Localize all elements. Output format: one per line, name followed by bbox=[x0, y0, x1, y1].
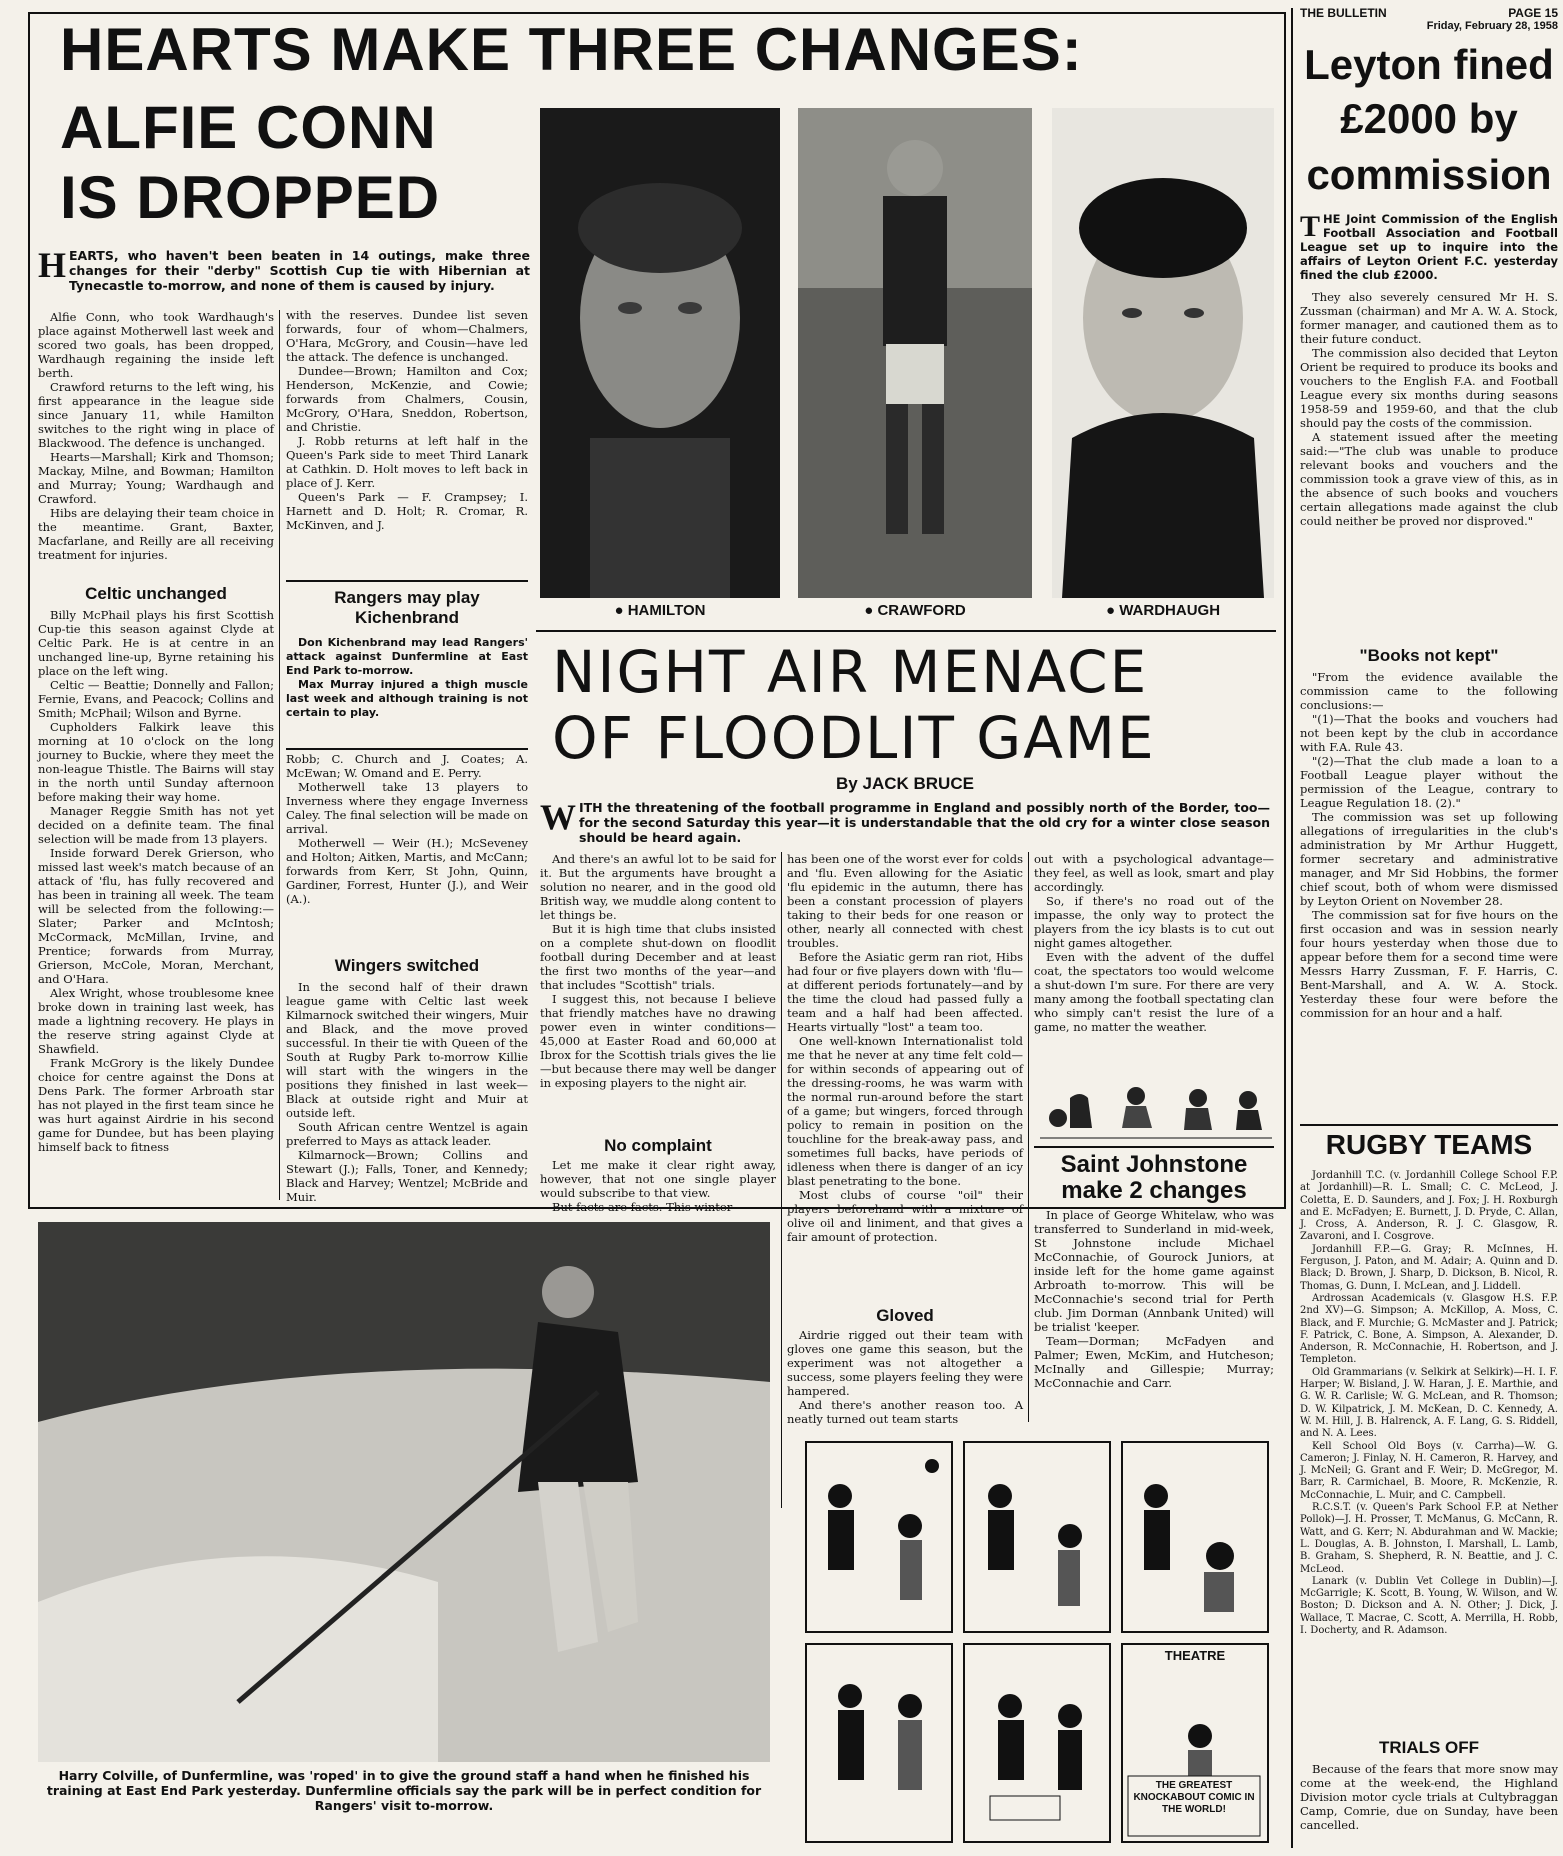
trials-subhead-wrap bbox=[1300, 1736, 1558, 1760]
leyton-text bbox=[1300, 290, 1558, 644]
leyton-text-2 bbox=[1300, 670, 1558, 1118]
night-air-lede-text: ITH the threatening of the football programme in England and possibly north of the Border, too—for the second Saturday this year—it is understandable that the old cry for a winter close season should be heard again. bbox=[579, 800, 1270, 845]
night-air-headline-2: OF FLOODLIT GAME bbox=[552, 704, 1156, 772]
paragraph: Crawford returns to the left wing, his first appearance in the league side since January 11, while Hamilton switches to the right wing in place of Blackwood. The defence is unchanged. bbox=[38, 380, 274, 450]
paragraph: The commission also decided that Leyton Orient be required to produce its books and vouchers to the English F.A. and Football League every six months during seasons 1958-59 and 1959-60, and that the club should pay the costs of the commission. bbox=[1300, 346, 1558, 430]
footballers-icon bbox=[1040, 1078, 1272, 1144]
paragraph: And there's another reason too. A neatly turned out team starts bbox=[787, 1398, 1023, 1426]
paragraph: Billy McPhail plays his first Scottish Cup-tie this season against Clyde at Celtic Park. He is at centre in an unchanged line-up, Byrne retaining his place on the left wing. bbox=[38, 608, 274, 678]
paragraph: Because of the fears that more snow may come at the week-end, the Highland Division motor cycle trials at Cultybraggan Camp, Comrie, due on Sunday, have been cancelled. bbox=[1300, 1762, 1558, 1832]
groundsman-image bbox=[38, 1222, 770, 1762]
paragraph: In place of George Whitelaw, who was transferred to Sunderland in mid-week, St Johnstone include Michael McConnachie, of Gourock Juniors, at inside left for the home game against Arbroath to-morrow. This will be McConnachie's second trial for Perth club. Jim Dorman (Annbank United) will be trialist 'keeper. bbox=[1034, 1208, 1274, 1335]
colville-caption: Harry Colville, of Dunfermline, was 'roped' in to give the ground staff a hand when he finished his training at East End Park yesterday. Dunfermline officials say the park will be in perfect condition for Rangers' visit to-morrow. bbox=[46, 1768, 762, 1813]
paragraph: Team—Dorman; McFadyen and Palmer; Ewen, McKim, and Hutcheson; McInally and Gillespie; Murray; McConnachie and Carr. bbox=[1034, 1334, 1274, 1391]
colville-photo bbox=[38, 1222, 770, 1762]
paragraph: I suggest this, not because I believe that friendly matches have no drawing power even in winter conditions—45,000 at Easter Road and 60,000 at Ibrox for the Scottish trials gives the lie—but because there may well be danger in exposing players to the night air. bbox=[540, 992, 776, 1090]
leyton-drop-cap: T bbox=[1300, 210, 1321, 243]
hamilton-photo bbox=[540, 108, 780, 598]
hearts-lede bbox=[38, 245, 530, 293]
paragraph: Queen's Park — F. Crampsey; I. Harnett and D. Holt; R. Cromar, R. McKinven, and J. bbox=[286, 490, 528, 532]
hearts-col2b bbox=[286, 752, 528, 952]
paragraph: Kilmarnock—Brown; Collins and Stewart (J.); Falls, Toner, and Kennedy; Black and Harvey; Wentzel; McBride and Muir. bbox=[286, 1148, 528, 1204]
paragraph: In the second half of their drawn league game with Celtic last week Kilmarnock switched their wingers, Muir and Black, and the move proved successful. In their tie with Queen of the South at Rugby Park to-morrow Killie will start with the wingers in the positions they finished in last week—Black at outside right and Muir at outside left. bbox=[286, 980, 528, 1120]
paragraph: Even with the advent of the duffel coat, the spectators too would welcome a shut-down I'm sure. For there are very many among the football spectating clan who simply can't resist the lure of a game, no matter the weather. bbox=[1034, 950, 1274, 1034]
section-rule bbox=[1300, 1124, 1558, 1126]
paragraph: Most clubs of course "oil" their players beforehand with a mixture of olive oil and liniment, and that gives a fair amount of protection. bbox=[787, 1188, 1023, 1244]
paragraph: Kell School Old Boys (v. Carrha)—W. G. Cameron; J. Finlay, N. H. Cameron, R. Harvey, and J. McNeil; G. Grant and F. Weir; D. McGregor, M. Barr, R. Carmichael, B. Moore, R. McKenzie, R. McConnachie, L. Muir, and C. Campbell. bbox=[1300, 1440, 1558, 1501]
paragraph: "(2)—That the club made a loan to a Football League player without the permission of the League, contrary to League Regulation 18. (2)." bbox=[1300, 754, 1558, 810]
paragraph: But facts are facts. This winter bbox=[552, 1200, 733, 1214]
issue-date: Friday, February 28, 1958 bbox=[1426, 20, 1558, 32]
paragraph: J. Robb returns at left half in the Queen's Park side to meet Third Lanark at Cathkin. D. Holt moves to left back in place of J. Kerr. bbox=[286, 434, 528, 490]
column-rule bbox=[279, 310, 280, 1200]
paragraph: out with a psychological advantage—they feel, as well as look, smart and play accordingly. bbox=[1034, 852, 1274, 894]
rugby-headline: RUGBY TEAMS bbox=[1325, 1129, 1533, 1160]
section-rule bbox=[536, 630, 1276, 632]
paragraph: Alex Wright, whose troublesome knee broke down in training last week, has made a lightning recovery. He plays in the reserve string against Clyde at Shawfield. bbox=[38, 986, 274, 1056]
column-rule bbox=[1028, 852, 1029, 1422]
celtic-text bbox=[38, 608, 274, 1198]
hearts-col1 bbox=[38, 310, 274, 576]
leyton-lede bbox=[1300, 212, 1558, 282]
celtic-subhead-wrap bbox=[38, 578, 274, 608]
paragraph: Dundee—Brown; Hamilton and Cox; Henderson, McKenzie, and Cowie; forwards from Chalmers, Cousin, McGrory, O'Hara, Sneddon, Robertson, and Christie. bbox=[286, 364, 528, 434]
portrait-image bbox=[540, 108, 780, 598]
paragraph: Don Kichenbrand may lead Rangers' attack against Dunfermline at East End Park to-morrow. bbox=[286, 636, 528, 677]
paragraph: Celtic — Beattie; Donnelly and Fallon; Fernie, Evans, and Peacock; Collins and Smith; McPhail; Wilson and Byrne. bbox=[38, 678, 274, 720]
no-complaint-wrap bbox=[540, 1130, 776, 1160]
hearts-lede-text: EARTS, who haven't been beaten in 14 outings, make three changes for their "derby" Scottish Cup tie with Hibernian at Tynecastle to-morrow, and none of them is caused by injury. bbox=[69, 248, 530, 293]
hearts-drop-cap: H bbox=[38, 245, 67, 285]
paragraph: has been one of the worst ever for colds and 'flu. Even allowing for the Asiatic 'flu epidemic in the autumn, there has been a constant procession of players taking to their beds for one reason or other, nearly all connected with chest troubles. bbox=[787, 852, 1023, 950]
paragraph: Cupholders Falkirk leave this morning at 10 o'clock on the long journey to Buckie, where they meet the non-league Thistle. The Bairns will stay in the north until Sunday afternoon before making their way home. bbox=[38, 720, 274, 804]
paragraph: R.C.S.T. (v. Queen's Park School F.P. at Nether Pollok)—J. H. Prosser, T. McManus, G. McCann, R. Watt, and G. Kerr; N. Abdurahman and W. Mackie; L. Douglas, A. B. Johnston, I. Marshall, L. Lamb, B. Graham, S. Shepherd, R. N. Beattie, and J. C. McLeod. bbox=[1300, 1502, 1558, 1575]
paragraph: Manager Reggie Smith has not yet decided on a definite team. The final selection will be made from 13 players. bbox=[38, 804, 274, 846]
paragraph: And there's an awful lot to be said for it. But the arguments have brought a solution no nearer, and in the good old British way, we muddle along content to let things be. bbox=[540, 852, 776, 922]
column-rule bbox=[781, 852, 782, 1508]
portrait-image bbox=[1052, 108, 1274, 598]
hearts-headline-1: HEARTS MAKE THREE CHANGES: bbox=[60, 16, 1083, 83]
wingers-subhead: Wingers switched bbox=[334, 956, 480, 975]
theatre-sign: THEATRE bbox=[1164, 1648, 1226, 1663]
rugby-teams-text bbox=[1300, 1170, 1558, 1730]
paragraph: Hearts—Marshall; Kirk and Thomson; Mackay, Milne, and Bowman; Hamilton and Murray; Young; Wardhaugh and Crawford. bbox=[38, 450, 274, 506]
hamilton-caption: ● HAMILTON bbox=[614, 602, 706, 619]
wardhaugh-photo bbox=[1052, 108, 1274, 598]
paragraph: One well-known Internationalist told me that he never at any time felt cold—for within seconds of appearing out of the dressing-rooms, he was warm with the normal run-around before the start of a game; but wingers, forced through policy to remain in position on the touchline for the break-away pass, and sometimes full backs, have periods of idleness when there is danger of an icy blast penetrating to the bone. bbox=[787, 1034, 1023, 1188]
leyton-headline-2: £2000 by bbox=[1340, 95, 1518, 142]
wingers-text bbox=[286, 980, 528, 1202]
cartoon-poster: THE GREATEST KNOCKABOUT COMIC IN THE WORLD! bbox=[1133, 1780, 1255, 1815]
paragraph: Ardrossan Academicals (v. Glasgow H.S. F.P. 2nd XV)—G. Simpson; A. McKillop, A. Moss, C. Black, and F. Murchie; G. McMaster and J. Patrick; F. Patrick, C. Bone, A. Simpson, A. Alexander, D. Anderson, R. McConnachie, H. Robertson, and J. Templeton. bbox=[1300, 1292, 1558, 1366]
crawford-caption: ● CRAWFORD bbox=[864, 602, 966, 619]
rangers-box bbox=[286, 580, 528, 750]
paragraph: So, if there's no road out of the impasse, the only way to protect the players from the icy blasts is to cut out night games altogether. bbox=[1034, 894, 1274, 950]
night-air-drop-cap: W bbox=[540, 797, 576, 837]
page-number: PAGE 15 bbox=[1508, 6, 1558, 20]
night-air-lede bbox=[540, 797, 1270, 845]
leyton-headline-1: Leyton fined bbox=[1304, 41, 1554, 88]
paragraph: Motherwell — Weir (H.); McSeveney and Holton; Aitken, Martis, and McCann; forwards from Kerr, St John, Quinn, Gardiner, Forrest, Hunter (J.), and Weir (A.). bbox=[286, 836, 528, 906]
wingers-subhead-wrap bbox=[286, 950, 528, 980]
leyton-headline-3: commission bbox=[1306, 151, 1552, 198]
paragraph: Max Murray injured a thigh muscle last week and although training is not certain to play. bbox=[286, 678, 528, 719]
no-complaint-subhead: No complaint bbox=[604, 1136, 712, 1155]
paragraph: "From the evidence available the commission came to the following conclusions:— bbox=[1300, 670, 1558, 712]
hearts-headline-2: ALFIE CONN bbox=[60, 94, 437, 161]
paragraph: But it is high time that clubs insisted on a complete shut-down on floodlit football during December and at least the first two months of the year—and that includes "Scottish" trials. bbox=[540, 922, 776, 992]
paragraph: Frank McGrory is the likely Dundee choice for centre against the Dons at Dens Park. The former Arbroath star has not played in the first team since he was hurt against Airdrie in his second game for Dundee, but has been playing himself back to fitness bbox=[38, 1056, 274, 1154]
paragraph: Alfie Conn, who took Wardhaugh's place against Motherwell last week and scored two goals, has been dropped, Wardhaugh regaining the inside left berth. bbox=[38, 310, 274, 380]
paragraph: Jordanhill F.P.—G. Gray; R. McInnes, H. Ferguson, J. Paton, and M. Adair; A. Quinn and D. Black; D. Brown, J. Sharp, D. Dickson, B. Nicol, R. Thomas, G. Dunn, I. McLean, and J. Liddell. bbox=[1300, 1243, 1558, 1292]
paragraph: with the reserves. Dundee list seven forwards, four of whom—Chalmers, O'Hara, McGrory, and Cousin—have led the attack. The defence is unchanged. bbox=[286, 308, 528, 364]
paragraph: "(1)—That the books and vouchers had not been kept by the club in accordance with F.A. Rule 43. bbox=[1300, 712, 1558, 754]
paragraph: Jordanhill T.C. (v. Jordanhill College School F.P. at Jordanhill)—R. L. Small; C. C. McLeod, J. Coletta, E. D. Saunders, and J. Fox; J. H. Roxburgh and E. McFadyen; E. Burnett, J. D. Pryde, C. Allan, J. Cross, A. Anderson, R. J. C. Glasgow, R. Zavaroni, and I. Cosgrove. bbox=[1300, 1170, 1558, 1243]
night-air-headline-1: NIGHT AIR MENACE bbox=[552, 638, 1149, 706]
rangers-text bbox=[286, 636, 528, 720]
footballers-illustration bbox=[1040, 1078, 1272, 1144]
wardhaugh-caption: ● WARDHAUGH bbox=[1105, 602, 1221, 619]
books-subhead: "Books not kept" bbox=[1359, 646, 1499, 665]
books-subhead-wrap bbox=[1300, 644, 1558, 668]
trials-text bbox=[1300, 1762, 1558, 1848]
paragraph: The commission sat for five hours on the first occasion and was in session nearly four hours yesterday when those due to appear before them for a second time were Messrs Harry Zussman, F. F. Harris, C. Bent-Marshall, and A. W. A. Stock. Yesterday these four were before the commission for an hour and a half. bbox=[1300, 908, 1558, 1020]
st-johnstone-head-2: make 2 changes bbox=[1061, 1177, 1247, 1205]
trials-subhead: TRIALS OFF bbox=[1378, 1738, 1480, 1757]
hearts-col2 bbox=[286, 308, 528, 578]
paragraph: Let me make it clear right away, however, that not one single player would subscribe to that view. bbox=[540, 1158, 776, 1200]
night-air-col1b bbox=[540, 1158, 776, 1214]
paragraph: Airdrie rigged out their team with gloves one game this season, but the experiment was not altogether a success, some players feeling they were hampered. bbox=[787, 1328, 1023, 1398]
st-johnstone-text bbox=[1034, 1208, 1274, 1398]
st-johnstone-head-1: Saint Johnstone bbox=[1060, 1151, 1248, 1178]
player-image bbox=[798, 108, 1032, 598]
cartoon-strip bbox=[800, 1436, 1276, 1848]
night-air-col3 bbox=[1034, 852, 1274, 1072]
st-johnstone-box bbox=[1034, 1146, 1274, 1426]
paragraph: South African centre Wentzel is again preferred to Mays as attack leader. bbox=[286, 1120, 528, 1148]
gloved-wrap bbox=[787, 1300, 1023, 1330]
night-air-col2 bbox=[787, 852, 1023, 1306]
paper-name: THE BULLETIN bbox=[1300, 6, 1387, 20]
paragraph: The commission was set up following allegations of irregularities in the club's administration by Mr Arthur Huggett, former secretary and administrative manager, and Mr Sid Hobbins, the former chief scout, both of whom were dismissed by Leyton Orient on November 28. bbox=[1300, 810, 1558, 908]
crawford-photo bbox=[798, 108, 1032, 598]
byline: By JACK BRUCE bbox=[836, 774, 974, 793]
night-air-col2b bbox=[787, 1328, 1023, 1424]
rangers-subhead: Rangers may play Kichenbrand bbox=[334, 588, 480, 627]
hearts-headline-3: IS DROPPED bbox=[60, 164, 441, 231]
leyton-lede-text: HE Joint Commission of the English Football Association and Football League set up to inquire into the affairs of Leyton Orient F.C. yesterday fined the club £2000. bbox=[1300, 212, 1558, 282]
paragraph: Hibs are delaying their team choice in the meantime. Grant, Baxter, Macfarlane, and Reilly are all receiving treatment for injuries. bbox=[38, 506, 274, 562]
night-air-col1 bbox=[540, 852, 776, 1132]
celtic-subhead: Celtic unchanged bbox=[85, 584, 227, 603]
paragraph: Robb; C. Church and J. Coates; A. McEwan; W. Omand and E. Perry. bbox=[286, 752, 528, 780]
masthead bbox=[1300, 6, 1558, 32]
paragraph: Old Grammarians (v. Selkirk at Selkirk)—H. I. F. Harper; W. Bisland, J. W. Haran, J. E. Marthie, and G. W. R. Carlisle; W. G. McLean, and R. Thomson; D. W. Kilpatrick, J. M. McKean, D. C. Kennedy, A. W. M. Hill, J. B. Halrenck, A. F. Lang, G. S. Riddell, and N. A. Lees. bbox=[1300, 1366, 1558, 1440]
column-rule bbox=[1291, 8, 1293, 1848]
gloved-subhead: Gloved bbox=[876, 1306, 934, 1325]
paragraph: A statement issued after the meeting said:—"The club was unable to produce relevant books and vouchers and the commission took a grave view of this, as in the absence of such books and vouchers certain allegations made against the club could neither be proved nor disproved." bbox=[1300, 430, 1558, 528]
paragraph: Before the Asiatic germ ran riot, Hibs had four or five players down with 'flu—at different periods fortunately—and by the time the cloud had passed fully a team and a half had been affected. Hearts virtually "lost" a team too. bbox=[787, 950, 1023, 1034]
paragraph: Inside forward Derek Grierson, who missed last week's match because of an attack of 'flu, has fully recovered and has been in training all week. The team will be selected from the following:—Slater; Parker and McIntosh; McCormack, McMillan, Irvine, and Prentice; forwards from Murray, Grierson, McCole, Moran, Merchant, and O'Hara. bbox=[38, 846, 274, 986]
paragraph: They also severely censured Mr H. S. Zussman (chairman) and Mr A. W. A. Stock, former manager, and cautioned them as to their future conduct. bbox=[1300, 290, 1558, 346]
paragraph: Lanark (v. Dublin Vet College in Dublin)—J. McGarrigle; K. Scott, B. Young, W. Wilson, and W. Boston; D. Dickson and A. N. Other; J. Dick, J. Wallace, T. Macrae, C. Scott, A. Merrilla, H. Robb, I. Docherty, and R. Adamson. bbox=[1300, 1575, 1558, 1636]
paragraph: Motherwell take 13 players to Inverness where they engage Inverness Caley. The final selection will be made on arrival. bbox=[286, 780, 528, 836]
